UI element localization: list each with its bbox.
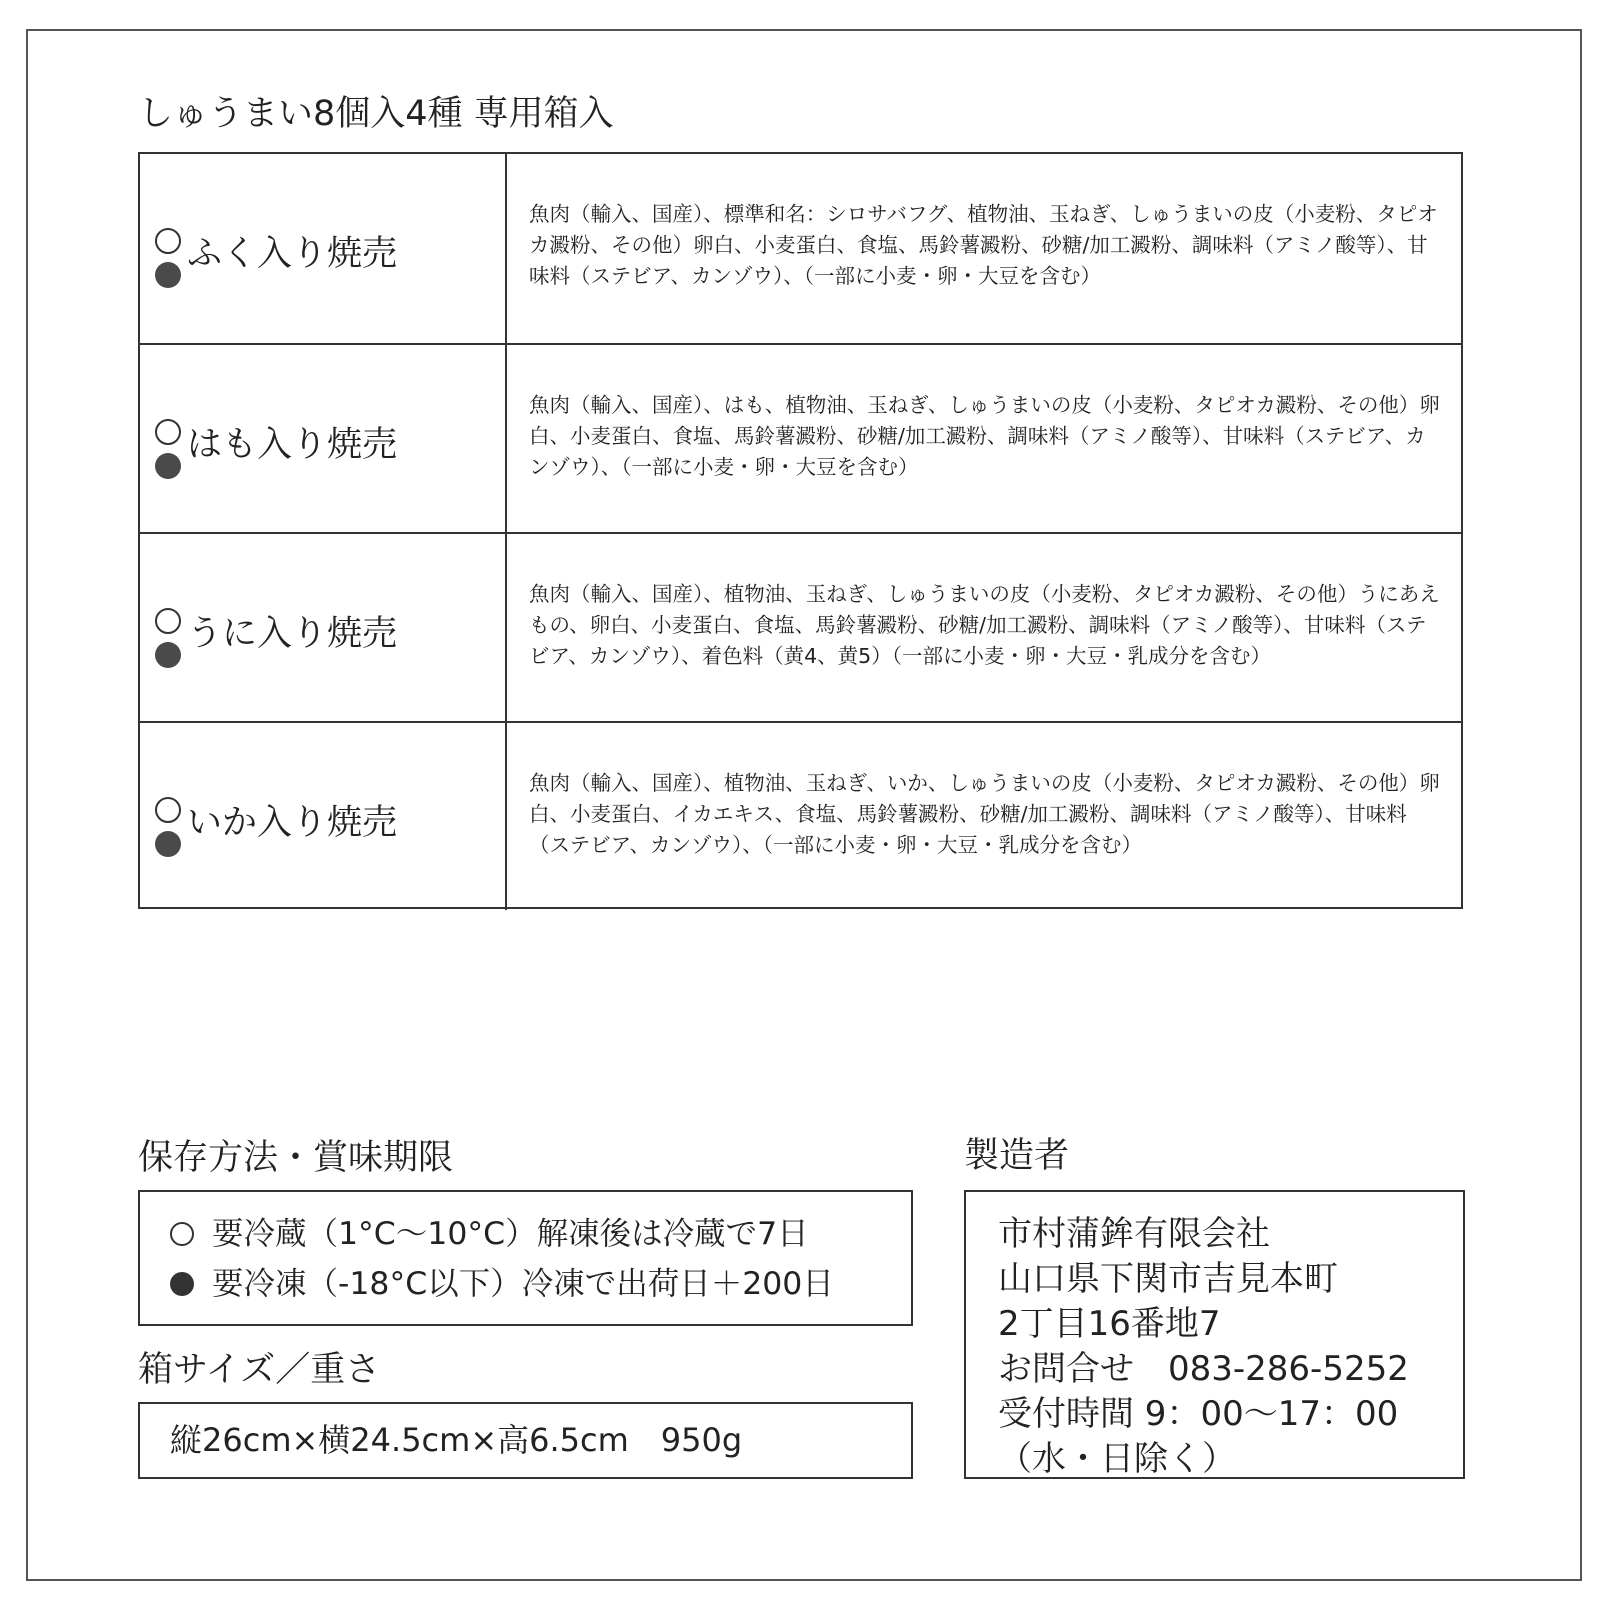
size-heading: 箱サイズ／重さ xyxy=(138,1350,381,1390)
storage-markers xyxy=(155,228,183,288)
open-circle-icon xyxy=(155,608,181,634)
address-line-2: 2丁目16番地7 xyxy=(998,1304,1221,1344)
ingredients-text: 魚肉（輸入、国産）、はも、植物油、玉ねぎ、しゅうまいの皮（小麦粉、タピオカ澱粉、その他）卵白、小麦蛋白、食塩、馬鈴薯澱粉、砂糖/加工澱粉、調味料（アミノ酸等）、甘味料（ステビア、カンゾウ）、（一部に小麦・卵・大豆を含む） xyxy=(529,393,1440,479)
filled-circle-icon xyxy=(170,1272,194,1296)
filled-circle-icon xyxy=(155,262,181,288)
product-name-cell xyxy=(140,154,507,343)
ingredients-cell xyxy=(507,154,1461,343)
ingredients-cell xyxy=(507,345,1461,532)
size-box xyxy=(138,1402,913,1479)
contact-phone: お問合せ 083-286-5252 xyxy=(998,1349,1409,1389)
open-circle-icon xyxy=(155,228,181,254)
filled-circle-icon xyxy=(155,453,181,479)
refrigerated-text: 要冷蔵（1°C〜10°C）解凍後は冷蔵で7日 xyxy=(212,1216,809,1252)
ingredients-text: 魚肉（輸入、国産）、植物油、玉ねぎ、しゅうまいの皮（小麦粉、タピオカ澱粉、その他）うにあえもの、卵白、小麦蛋白、食塩、馬鈴薯澱粉、砂糖/加工澱粉、調味料（アミノ酸等）、甘味料（ステビア、カンゾウ）、着色料（黄4、黄5）（一部に小麦・卵・大豆・乳成分を含む） xyxy=(529,582,1440,668)
table-row xyxy=(140,343,1461,532)
open-circle-icon xyxy=(170,1222,194,1246)
product-title: しゅうまい8個入4種 専用箱入 xyxy=(138,94,614,134)
filled-circle-icon xyxy=(155,831,181,857)
frozen-text: 要冷凍（-18°C以下）冷凍で出荷日＋200日 xyxy=(212,1266,834,1302)
storage-markers xyxy=(155,608,183,668)
business-hours: 受付時間 9：00〜17：00 xyxy=(998,1394,1399,1434)
table-row xyxy=(140,721,1461,910)
product-name: うに入り焼売 xyxy=(187,614,398,654)
company-name: 市村蒲鉾有限会社 xyxy=(998,1214,1270,1254)
table-row xyxy=(140,532,1461,721)
ingredients-cell xyxy=(507,723,1461,910)
product-name: ふく入り焼売 xyxy=(187,234,398,274)
ingredients-cell xyxy=(507,534,1461,721)
manufacturer-box xyxy=(964,1190,1465,1479)
open-circle-icon xyxy=(155,797,181,823)
filled-circle-icon xyxy=(155,642,181,668)
ingredients-text: 魚肉（輸入、国産）、標準和名：シロサバフグ、植物油、玉ねぎ、しゅうまいの皮（小麦粉、タピオカ澱粉、その他）卵白、小麦蛋白、食塩、馬鈴薯澱粉、砂糖/加工澱粉、調味料（アミノ酸等）、甘味料（ステビア、カンゾウ）、（一部に小麦・卵・大豆を含む） xyxy=(529,202,1438,288)
ingredients-table xyxy=(138,152,1463,909)
storage-line-frozen xyxy=(170,1262,834,1306)
ingredients-text: 魚肉（輸入、国産）、植物油、玉ねぎ、いか、しゅうまいの皮（小麦粉、タピオカ澱粉、その他）卵白、小麦蛋白、イカエキス、食塩、馬鈴薯澱粉、砂糖/加工澱粉、調味料（アミノ酸等）、甘味料（ステビア、カンゾウ）、（一部に小麦・卵・大豆・乳成分を含む） xyxy=(529,771,1440,857)
product-name: はも入り焼売 xyxy=(187,425,398,465)
closed-days: （水・日除く） xyxy=(998,1439,1236,1479)
size-value: 縦26cm×横24.5cm×高6.5cm 950g xyxy=(170,1421,743,1459)
storage-box xyxy=(138,1190,913,1326)
address-line-1: 山口県下関市吉見本町 xyxy=(998,1259,1338,1299)
storage-markers xyxy=(155,419,183,479)
product-name-cell xyxy=(140,534,507,721)
manufacturer-heading: 製造者 xyxy=(964,1136,1070,1176)
product-name-cell xyxy=(140,723,507,910)
open-circle-icon xyxy=(155,419,181,445)
product-name-cell xyxy=(140,345,507,532)
product-name: いか入り焼売 xyxy=(187,803,398,843)
storage-heading: 保存方法・賞味期限 xyxy=(138,1138,454,1178)
storage-line-refrigerated xyxy=(170,1212,809,1256)
manufacturer-details xyxy=(998,1212,1409,1482)
storage-markers xyxy=(155,797,183,857)
table-row xyxy=(140,154,1461,343)
